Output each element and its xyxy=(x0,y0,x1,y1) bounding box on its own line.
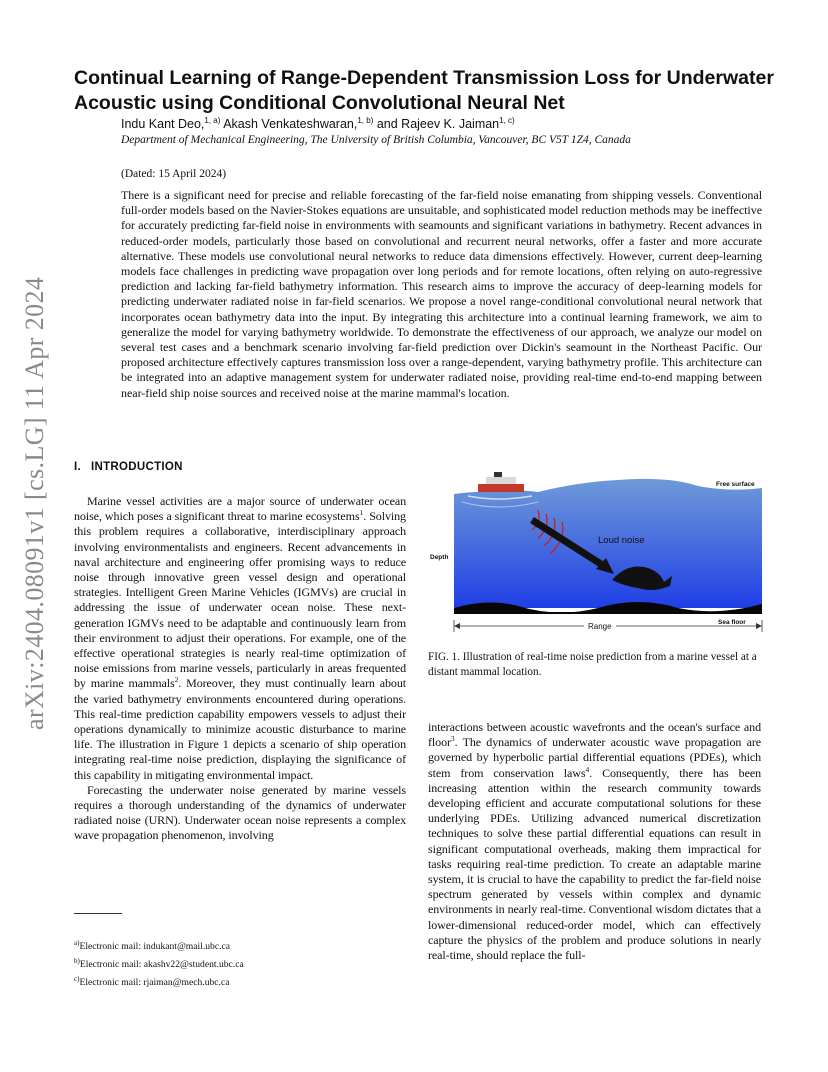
range-arrow-left xyxy=(454,623,460,629)
figure-1-illustration xyxy=(428,458,764,648)
abstract: There is a significant need for precise and reliable forecasting of the far-field noise emanating from shipping vessels. Conventional full-order models based on the Navier-Stokes equations are unsuitable, and sophisticated model reduction methods may be ineffective for accurately predicting far-field noise in environments with seamounts and significant variations in bathymetry. Recent advances in reduced-order models, particularly those based on convolutional and recurrent neural networks, offer a faster and more accurate alternative. These models use convolutional neural networks to reduce data dimensions effectively. However, current deep-learning models face challenges in predicting wave propagation over long periods and for remote locations, often relying on auto-regressive prediction and lacking far-field bathymetry information. This research aims to improve the accuracy of deep-learning models for predicting underwater radiated noise in far-field scenarios. We propose a novel range-conditional convolutional neural network that incorporates ocean bathymetry data into the input. By integrating this architecture into a continual learning framework, we aim to generalize the model for varying bathymetry worldwide. To demonstrate the effectiveness of our approach, we analyze our model on several test cases and a benchmark scenario involving far-field prediction over Dickin's seamount in the Northeast Pacific. Our proposed architecture effectively captures transmission loss over a range-dependent, varying bathymetry profile. This architecture can be integrated into an adaptive management system for underwater radiated noise, providing real-time end-to-end mapping between near-field ship noise sources and received noise at the marine mammal's location. xyxy=(121,188,762,400)
section-heading xyxy=(74,461,183,473)
arxiv-identifier-stamp: arXiv:2404.08091v1 [cs.LG] 11 Apr 2024 xyxy=(20,276,49,730)
section-number: I. xyxy=(74,461,81,473)
footnote-mark: a) xyxy=(74,939,80,947)
footnote-mark: c) xyxy=(74,975,80,984)
author-name: Rajeev K. Jaiman xyxy=(401,117,500,132)
citation-ref[interactable]: 4 xyxy=(585,764,590,774)
free-surface-label: Free surface xyxy=(716,481,755,488)
footnotes xyxy=(74,936,404,991)
sea-floor-base xyxy=(454,612,762,614)
author-affiliation-mark: 1, b) xyxy=(357,116,374,125)
left-column xyxy=(74,494,406,844)
depth-label: Depth xyxy=(430,554,449,561)
citation-ref[interactable]: 2 xyxy=(174,675,179,685)
author-name: Akash Venkateshwaran, xyxy=(223,117,358,132)
author-list: Indu Kant Deo,$^{1, a)}$ Akash Venkateshwaran,$^{1, b)}$ and Rajeev K. Jaiman$^{1, c)}$ xyxy=(121,116,515,132)
paper-title: Continual Learning of Range-Dependent Transmission Loss for Underwater Acoustic using Conditional Convolutional Neural Net xyxy=(74,67,774,114)
author-affiliation-mark: 1, c) xyxy=(499,116,515,125)
range-arrow-right xyxy=(756,623,762,629)
footnote-item xyxy=(74,936,404,954)
footnote-item xyxy=(74,954,404,972)
footnote-item xyxy=(74,972,404,990)
footnote-divider xyxy=(74,913,122,914)
footnote-text: Electronic mail: rjaiman@mech.ubc.ca xyxy=(79,977,230,989)
intro-paragraph-2: Forecasting the underwater noise generated by marine vessels requires a thorough understanding of the dynamics of underwater radiated noise (URN). Underwater ocean noise represents a complex wave propagation phenomenon, involving xyxy=(74,782,406,843)
intro-paragraph-1: Marine vessel activities are a major source of underwater ocean noise, which poses a significant threat to marine ecosystems$^1$. Solving this problem requires a collaborative, interdisciplinary approach involving environmentalists and engineers. Recent advancements in naval architecture and engineering offer promising ways to reduce noise through innovative green vessel design and operational strategies. Intelligent Green Marine Vehicles (IGMVs) are crucial in addressing the issue of underwater ocean noise. These next-generation IGMVs need to be adaptable and continuously learn from their environment to adjust their operations. For example, one of the effective operational strategies is nearly real-time optimization of noise emissions from marine vessels, particularly in areas frequented by marine mammals$^2$. Moreover, they must continually learn about the varied bathymetry environments encountered during operations. This real-time prediction capability empowers vessels to adjust their operations dynamically to minimize acoustic disturbance to marine life. The illustration in Figure 1 depicts a scenario of ship operation integrating real-time noise prediction, displaying the significance of this capability in mitigating environmental impact. xyxy=(74,494,406,782)
citation-ref[interactable]: 1 xyxy=(359,508,364,518)
figure-1-caption: FIG. 1. Illustration of real-time noise prediction from a marine vessel at a distant mammal location. xyxy=(428,651,757,678)
sea-floor-label: Sea floor xyxy=(718,619,746,626)
footnote-mark: b) xyxy=(74,957,80,966)
right-column-paragraph: interactions between acoustic wavefronts and the ocean's surface and floor$^3$. The dynamics of underwater acoustic wave propagation are governed by hyperbolic partial differential equations (PDEs), which stem from conservation laws$^4$. Consequently, there has been increasing attention within the research community towards developing efficient and accurate computational solutions for these underlying PDEs. Utilizing advanced numerical discretization techniques to solve these partial differential equations can result in significant computational overheads, making them impractical for tasks requiring real-time prediction. To create an adaptable marine system, it is crucial to have the capability to predict the far-field noise spectrum generated by vessels within complex and dynamic environments in nearly real-time. Conventional wisdom dictates that a lower-dimensional reduced-order model, which can effectively capture the physics of the problem and produce solutions in nearly real-time, should replace the full- xyxy=(428,720,762,963)
footnote-text: Electronic mail: indukant@mail.ubc.ca xyxy=(79,941,231,953)
range-label: Range xyxy=(588,622,612,631)
loud-noise-label: Loud noise xyxy=(598,535,645,546)
author-affiliation: Department of Mechanical Engineering, The University of British Columbia, Vancouver, BC V5T 1Z4, Canada xyxy=(121,134,631,146)
author-name: Indu Kant Deo, xyxy=(121,117,205,132)
citation-ref[interactable]: 3 xyxy=(450,734,455,744)
date-line: (Dated: 15 April 2024) xyxy=(121,168,227,180)
footnote-text: Electronic mail: akashv22@student.ubc.ca xyxy=(79,959,244,971)
author-affiliation-mark: 1, a) xyxy=(204,116,221,125)
right-column xyxy=(428,720,761,963)
section-title: INTRODUCTION xyxy=(91,461,183,473)
